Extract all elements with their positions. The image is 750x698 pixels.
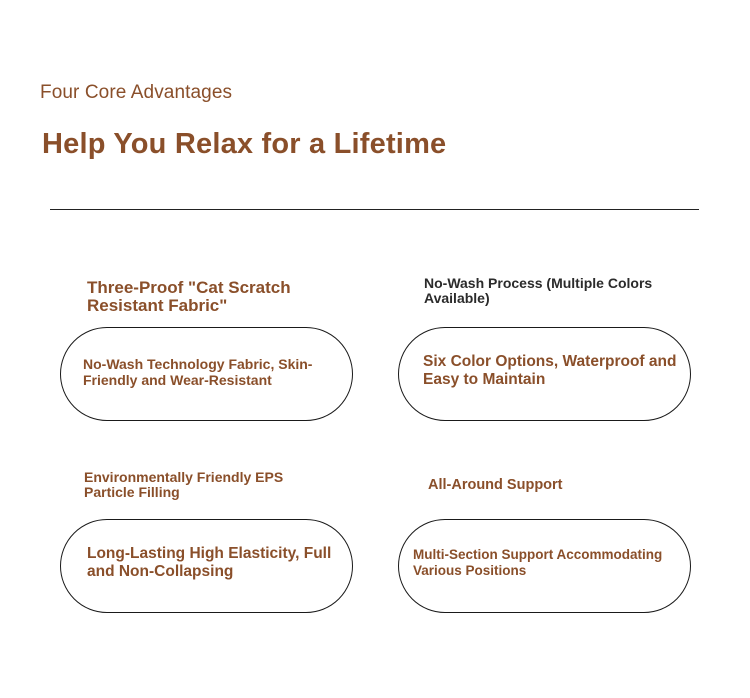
- advantage-2-label: No-Wash Process (Multiple Colors Available): [424, 275, 653, 306]
- advantage-2-description: Six Color Options, Waterproof and Easy to Maintain: [423, 353, 677, 388]
- advantage-4-description: Multi-Section Support Accommodating Various Positions: [413, 547, 663, 578]
- section-divider: [50, 209, 699, 210]
- page-title: Help You Relax for a Lifetime: [42, 128, 447, 160]
- advantage-4-label: All-Around Support: [428, 477, 563, 493]
- advantage-3-description: Long-Lasting High Elasticity, Full and Non-Collapsing: [87, 545, 332, 580]
- advantage-1-label: Three-Proof "Cat Scratch Resistant Fabric": [87, 278, 291, 315]
- advantage-1-description: No-Wash Technology Fabric, Skin-Friendly and Wear-Resistant: [83, 356, 313, 389]
- section-eyebrow: Four Core Advantages: [40, 82, 233, 103]
- advantage-3-label: Environmentally Friendly EPS Particle Filling: [84, 469, 284, 500]
